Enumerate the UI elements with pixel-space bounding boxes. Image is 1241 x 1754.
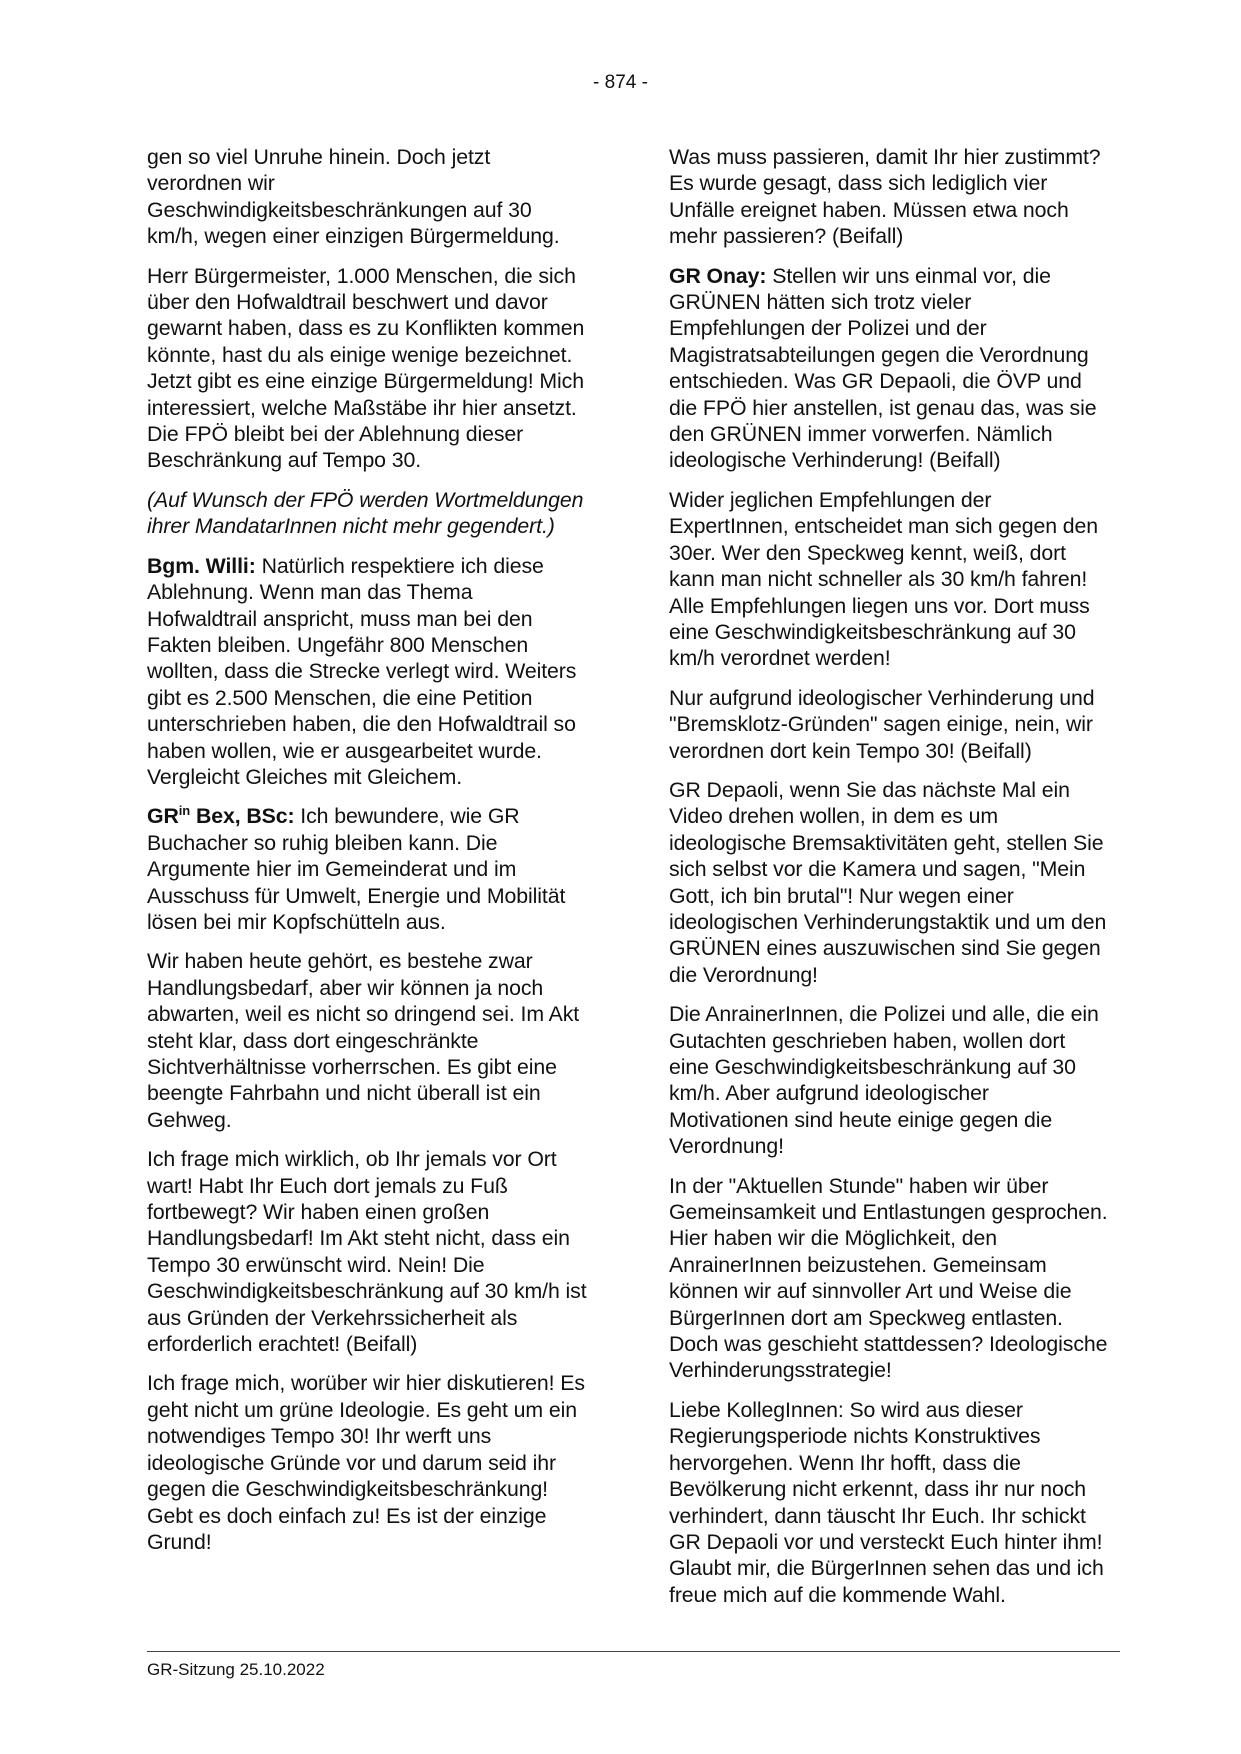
- paragraph: Ich frage mich wirklich, ob Ihr jemals vor Ort wart! Habt Ihr Euch dort jemals zu Fuß fortbewegt? Wir haben einen großen Handlungsbedarf! Im Akt steht nicht, dass ein Tempo 30 erwünscht wird. Nein! Die Geschwindigkeitsbeschränkung auf 30 km/h ist aus Gründen der Verkehrssicherheit als erforderlich erachtet! (Beifall): [147, 1147, 587, 1357]
- speech-text: Ich bewundere, wie GR Buchacher so ruhig bleiben kann. Die Argumente hier im Gemeinderat und im Ausschuss für Umwelt, Energie und Mobilität lösen bei mir Kopfschütteln aus.: [147, 804, 566, 934]
- footer-session-date: GR-Sitzung 25.10.2022: [147, 1660, 325, 1679]
- paragraph: Die AnrainerInnen, die Polizei und alle, die ein Gutachten geschrieben haben, wollen dort eine Geschwindigkeitsbeschränkung auf 30 km/h. Aber aufgrund ideologischer Motivationen sind heute einige gegen die Verordnung!: [669, 1002, 1099, 1159]
- right-column: [669, 144, 1109, 1621]
- speech-paragraph: [147, 803, 587, 935]
- footer-divider: [147, 1651, 1120, 1652]
- speech-text: Natürlich respektiere ich diese Ablehnung. Wenn man das Thema Hofwaldtrail anspricht, muss man bei den Fakten bleiben. Ungefähr 800 Menschen wollten, dass die Strecke verlegt wird. Weiters gibt es 2.500 Menschen, die eine Petition unterschrieben haben, die den Hofwaldtrail so haben wollen, wie er ausgearbeitet wurde. Vergleicht Gleiches mit Gleichem.: [147, 553, 577, 789]
- speech-paragraph: [147, 553, 587, 791]
- paragraph: Liebe KollegInnen: So wird aus dieser Regierungsperiode nichts Konstruktives hervorgehen. Wenn Ihr hofft, dass die Bevölkerung nicht erkennt, dass ihr nur noch verhindert, dann täuscht Ihr Euch. Ihr schickt GR Depaoli vor und versteckt Euch hinter ihm! Glaubt mir, die BürgerInnen sehen das und ich freue mich auf die kommende Wahl.: [669, 1397, 1104, 1607]
- speech-paragraph: [669, 263, 1109, 474]
- speaker-name: [147, 804, 294, 828]
- paragraph: GR Depaoli, wenn Sie das nächste Mal ein Video drehen wollen, in dem es um ideologische Bremsaktivitäten geht, stellen Sie sich selbst vor die Kamera und sagen, "Mein Gott, ich bin brutal"! Nur wegen einer ideologischen Verhinderungstaktik und um den GRÜNEN eines auszuwischen sind Sie gegen die Verordnung!: [669, 777, 1107, 987]
- paragraph: In der "Aktuellen Stunde" haben wir über Gemeinsamkeit und Entlastungen gesprochen. Hier haben wir die Möglichkeit, den AnrainerInnen beizustehen. Gemeinsam können wir auf sinnvoller Art und Weise die BürgerInnen dort am Speckweg entlasten. Doch was geschieht stattdessen? Ideologische Verhinderungsstrategie!: [669, 1173, 1108, 1383]
- speaker-surname: Bex, BSc:: [195, 804, 295, 829]
- paragraph: Herr Bürgermeister, 1.000 Menschen, die sich über den Hofwaldtrail beschwert und davor gewarnt haben, dass es zu Konflikten kommen könnte, hast du als einige wenige bezeichnet. Jetzt gibt es eine einzige Bürgermeldung! Mich interessiert, welche Maßstäbe ihr hier ansetzt. Die FPÖ bleibt bei der Ablehnung dieser Beschränkung auf Tempo 30.: [147, 263, 585, 473]
- speaker-title-suffix: in: [178, 803, 191, 819]
- page-number: - 874 -: [593, 72, 648, 93]
- speaker-title: GR: [147, 804, 179, 829]
- paragraph: Ich frage mich, worüber wir hier diskutieren! Es geht nicht um grüne Ideologie. Es geht um ein notwendiges Tempo 30! Ihr werft uns ideologische Gründe vor und darum seid ihr gegen die Geschwindigkeitsbeschränkung! Gebt es doch einfach zu! Es ist der einzige Grund!: [147, 1371, 585, 1554]
- editorial-note: (Auf Wunsch der FPÖ werden Wortmeldungen ihrer MandatarInnen nicht mehr gegendert.): [147, 487, 584, 539]
- speech-text: Stellen wir uns einmal vor, die GRÜNEN hätten sich trotz vieler Empfehlungen der Polizei und der Magistratsabteilungen gegen die Verordnung entschieden. Was GR Depaoli, die ÖVP und die FPÖ hier anstellen, ist genau das, was sie den GRÜNEN immer vorwerfen. Nämlich ideologische Verhinderung! (Beifall): [669, 263, 1097, 473]
- paragraph: Nur aufgrund ideologischer Verhinderung und "Bremsklotz-Gründen" sagen einige, nein, wir verordnen dort kein Tempo 30! (Beifall): [669, 685, 1095, 763]
- paragraph: gen so viel Unruhe hinein. Doch jetzt verordnen wir Geschwindigkeitsbeschränkungen auf 30 km/h, wegen einer einzigen Bürgermeldung.: [147, 145, 560, 249]
- speaker-name: Bgm. Willi:: [147, 553, 256, 578]
- left-column: [147, 144, 587, 1568]
- speaker-name: GR Onay:: [669, 263, 767, 288]
- paragraph: Was muss passieren, damit Ihr hier zustimmt? Es wurde gesagt, dass sich lediglich vier Unfälle ereignet haben. Müssen etwa noch mehr passieren? (Beifall): [669, 145, 1101, 249]
- paragraph: Wider jeglichen Empfehlungen der ExpertInnen, entscheidet man sich gegen den 30er. Wer den Speckweg kennt, weiß, dort kann man nicht schneller als 30 km/h fahren! Alle Empfehlungen liegen uns vor. Dort muss eine Geschwindigkeitsbeschränkung auf 30 km/h verordnet werden!: [669, 487, 1099, 671]
- paragraph: Wir haben heute gehört, es bestehe zwar Handlungsbedarf, aber wir können ja noch abwarten, weil es nicht so dringend sei. Im Akt steht klar, dass dort eingeschränkte Sichtverhältnisse vorherrschen. Es gibt eine beengte Fahrbahn und nicht überall ist ein Gehweg.: [147, 949, 580, 1132]
